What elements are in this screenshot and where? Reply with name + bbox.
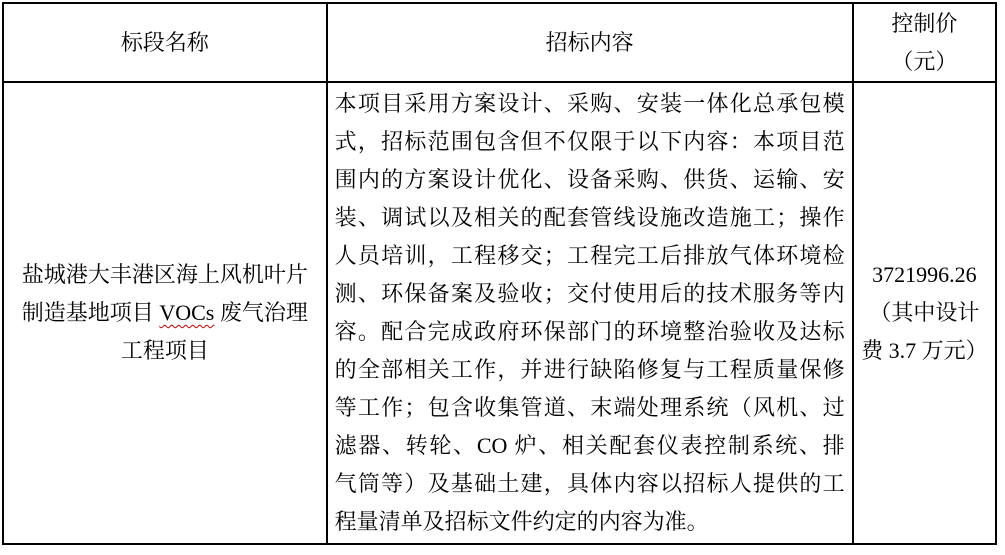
bid-content-line: 装、调试以及相关的配套管线设施改造施工；操作	[334, 205, 845, 230]
section-name-line2-prefix: 制造基地项目	[21, 300, 160, 325]
section-name-line2-suffix: 废气治理	[214, 300, 308, 325]
bid-content-line: 程量清单及招标文件约定的内容为准。	[334, 509, 709, 534]
bid-content-line: 测、环保备案及验收；交付使用后的技术服务等内	[334, 281, 845, 306]
bid-content-paragraph	[328, 85, 852, 541]
cell-control-price	[853, 82, 996, 544]
bid-content-line: 等工作；包含收集管道、末端处理系统（风机、过	[334, 395, 845, 420]
bid-content-line: 围内的方案设计优化、设备采购、供货、运输、安	[334, 167, 845, 192]
bid-section-table	[2, 2, 997, 545]
control-price-note-line2: 费 3.7 万元）	[861, 338, 988, 363]
cell-section-name	[3, 82, 327, 544]
control-price-amount: 3721996.26	[872, 262, 977, 287]
bid-content-line: 滤器、转轮、CO 炉、相关配套仪表控制系统、排	[334, 433, 845, 458]
section-name-vocs-flagged-word: VOCs	[159, 300, 215, 325]
header-section-name	[3, 3, 327, 82]
section-name-line3: 工程项目	[120, 338, 209, 363]
header-bid-content	[327, 3, 853, 82]
control-price-note-line1: （其中设计	[869, 300, 980, 325]
bid-content-line: 人员培训，工程移交；工程完工后排放气体环境检	[334, 243, 845, 268]
bid-content-line: 本项目采用方案设计、采购、安装一体化总承包模	[334, 91, 845, 116]
bid-content-line: 式，招标范围包含但不仅限于以下内容：本项目范	[334, 129, 845, 154]
bid-content-line: 容。配合完成政府环保部门的环境整治验收及达标	[334, 319, 845, 344]
header-control-price-line1: 控制价	[891, 10, 958, 36]
bid-content-line: 气筒等）及基础土建，具体内容以招标人提供的工	[334, 471, 845, 496]
header-section-name-label: 标段名称	[120, 29, 209, 55]
header-bid-content-label: 招标内容	[545, 29, 634, 55]
header-control-price	[853, 3, 996, 82]
section-name-line1: 盐城港大丰港区海上风机叶片	[21, 262, 308, 287]
section-name-line2	[4, 294, 326, 332]
header-control-price-line2: （元）	[891, 48, 958, 74]
table-header-row	[3, 3, 996, 82]
cell-bid-content	[327, 82, 853, 544]
table-body-row	[3, 82, 996, 544]
bid-content-line: 的全部相关工作，并进行缺陷修复与工程质量保修	[334, 357, 845, 382]
